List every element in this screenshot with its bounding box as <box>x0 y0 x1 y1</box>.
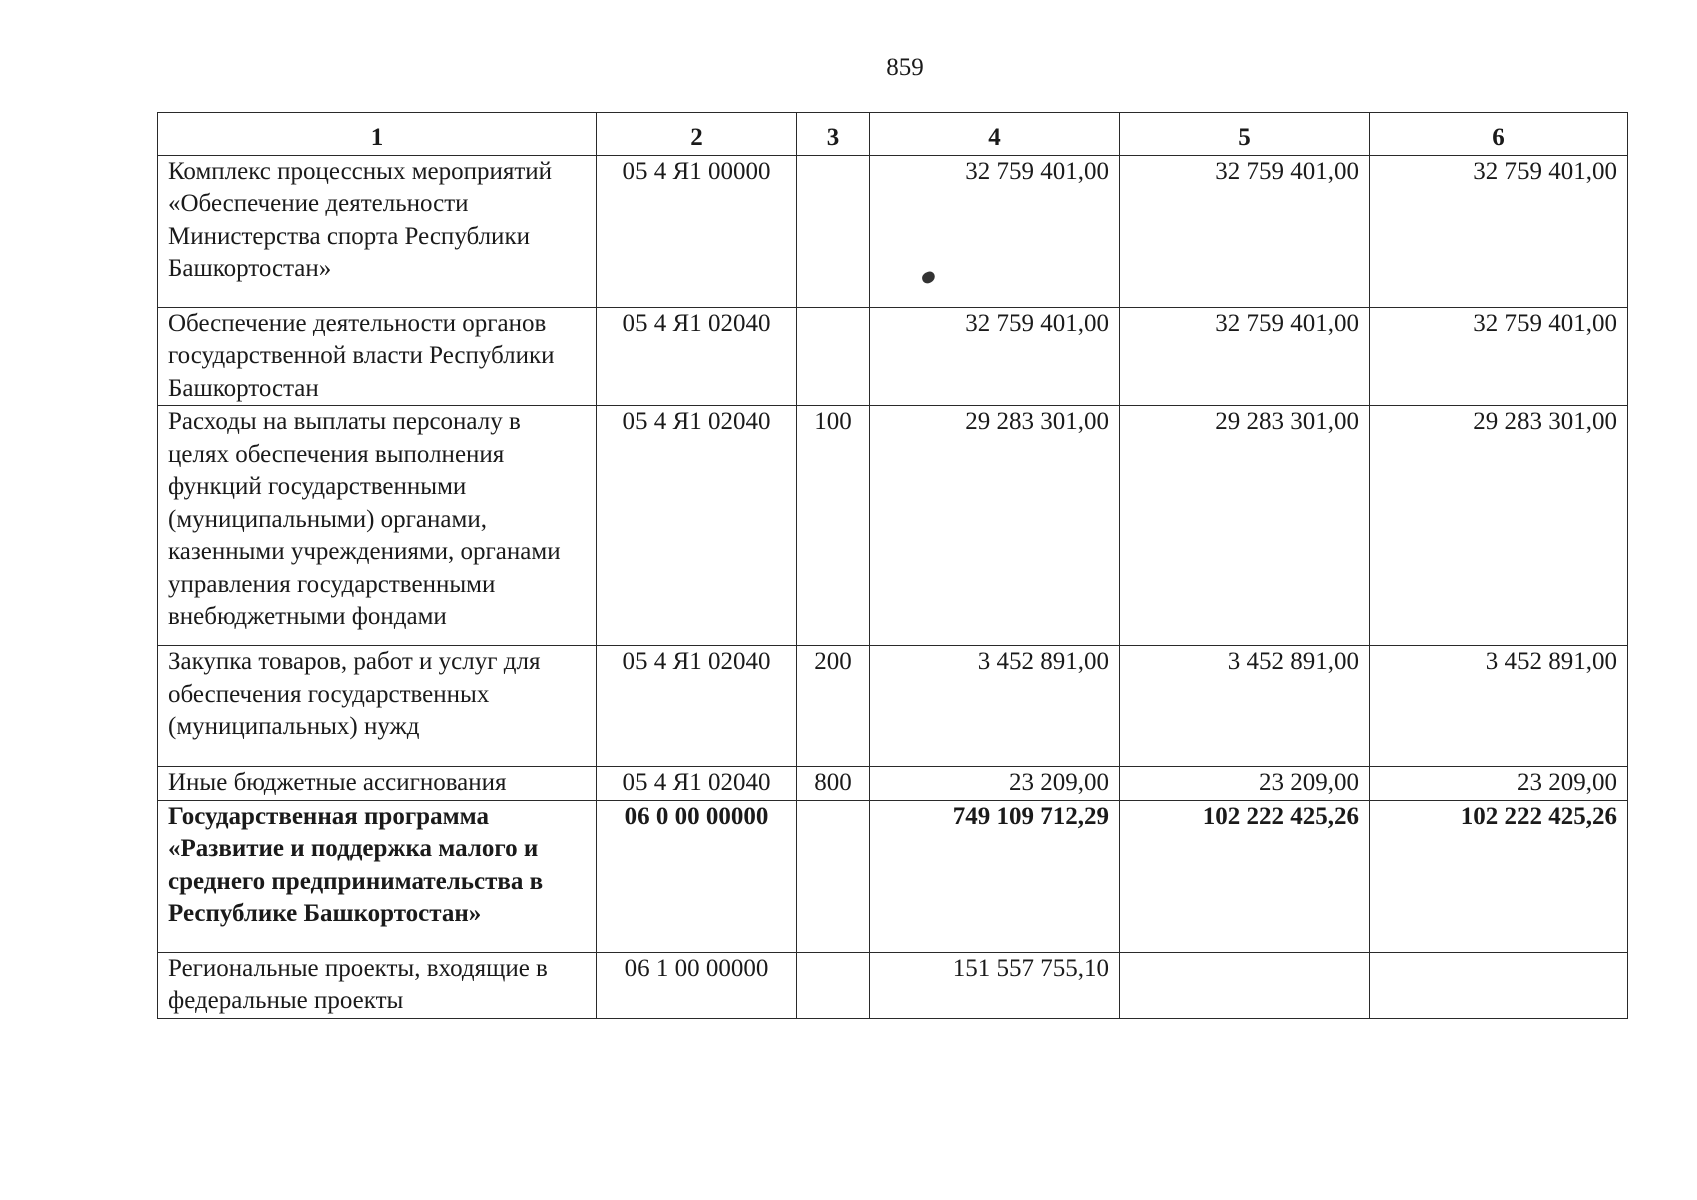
table-row <box>158 406 1628 646</box>
row-amount-2: 3 452 891,00 <box>1120 646 1370 767</box>
row-amount-1: 32 759 401,00 <box>870 155 1120 307</box>
table-row <box>158 800 1628 952</box>
row-amount-1: 23 209,00 <box>870 767 1120 801</box>
column-header-1: 1 <box>158 113 597 156</box>
row-amount-3: 29 283 301,00 <box>1370 406 1628 646</box>
row-amount-2 <box>1120 952 1370 1018</box>
row-amount-2: 29 283 301,00 <box>1120 406 1370 646</box>
table-row <box>158 155 1628 307</box>
row-code: 05 4 Я1 02040 <box>597 406 797 646</box>
row-amount-3: 102 222 425,26 <box>1370 800 1628 952</box>
row-expense-type <box>797 800 870 952</box>
row-expense-type: 100 <box>797 406 870 646</box>
row-name: Государственная программа «Развитие и поддержка малого и среднего предпринимательства в Республике Башкортостан» <box>158 800 597 952</box>
row-amount-3: 23 209,00 <box>1370 767 1628 801</box>
row-amount-1: 29 283 301,00 <box>870 406 1120 646</box>
row-name: Иные бюджетные ассигнования <box>158 767 597 801</box>
row-amount-2: 32 759 401,00 <box>1120 155 1370 307</box>
column-header-3: 3 <box>797 113 870 156</box>
row-name: Региональные проекты, входящие в федеральные проекты <box>158 952 597 1018</box>
row-code: 05 4 Я1 00000 <box>597 155 797 307</box>
row-amount-1: 32 759 401,00 <box>870 307 1120 406</box>
row-amount-1: 151 557 755,10 <box>870 952 1120 1018</box>
column-header-4: 4 <box>870 113 1120 156</box>
row-expense-type <box>797 307 870 406</box>
row-expense-type <box>797 155 870 307</box>
page-number: 859 <box>886 54 924 81</box>
table-header-row <box>158 113 1628 156</box>
row-expense-type: 200 <box>797 646 870 767</box>
row-amount-3 <box>1370 952 1628 1018</box>
row-expense-type: 800 <box>797 767 870 801</box>
row-code: 06 1 00 00000 <box>597 952 797 1018</box>
row-amount-2: 32 759 401,00 <box>1120 307 1370 406</box>
row-amount-3: 3 452 891,00 <box>1370 646 1628 767</box>
row-amount-3: 32 759 401,00 <box>1370 307 1628 406</box>
row-name: Комплекс процессных мероприятий «Обеспечение деятельности Министерства спорта Республики Башкортостан» <box>158 155 597 307</box>
table-row <box>158 307 1628 406</box>
row-amount-1: 749 109 712,29 <box>870 800 1120 952</box>
row-code: 05 4 Я1 02040 <box>597 646 797 767</box>
row-code: 05 4 Я1 02040 <box>597 767 797 801</box>
row-amount-2: 23 209,00 <box>1120 767 1370 801</box>
table-row <box>158 646 1628 767</box>
row-code: 06 0 00 00000 <box>597 800 797 952</box>
row-name: Расходы на выплаты персоналу в целях обеспечения выполнения функций государственными (муниципальными) органами, казенными учреждениями, органами управления государственными внебюджетными фондами <box>158 406 597 646</box>
row-name: Обеспечение деятельности органов государственной власти Республики Башкортостан <box>158 307 597 406</box>
row-code: 05 4 Я1 02040 <box>597 307 797 406</box>
column-header-2: 2 <box>597 113 797 156</box>
row-name: Закупка товаров, работ и услуг для обеспечения государственных (муниципальных) нужд <box>158 646 597 767</box>
row-amount-3: 32 759 401,00 <box>1370 155 1628 307</box>
row-amount-1: 3 452 891,00 <box>870 646 1120 767</box>
column-header-5: 5 <box>1120 113 1370 156</box>
table-row <box>158 952 1628 1018</box>
column-header-6: 6 <box>1370 113 1628 156</box>
row-expense-type <box>797 952 870 1018</box>
table-row <box>158 767 1628 801</box>
row-amount-2: 102 222 425,26 <box>1120 800 1370 952</box>
budget-table <box>157 112 1628 1019</box>
